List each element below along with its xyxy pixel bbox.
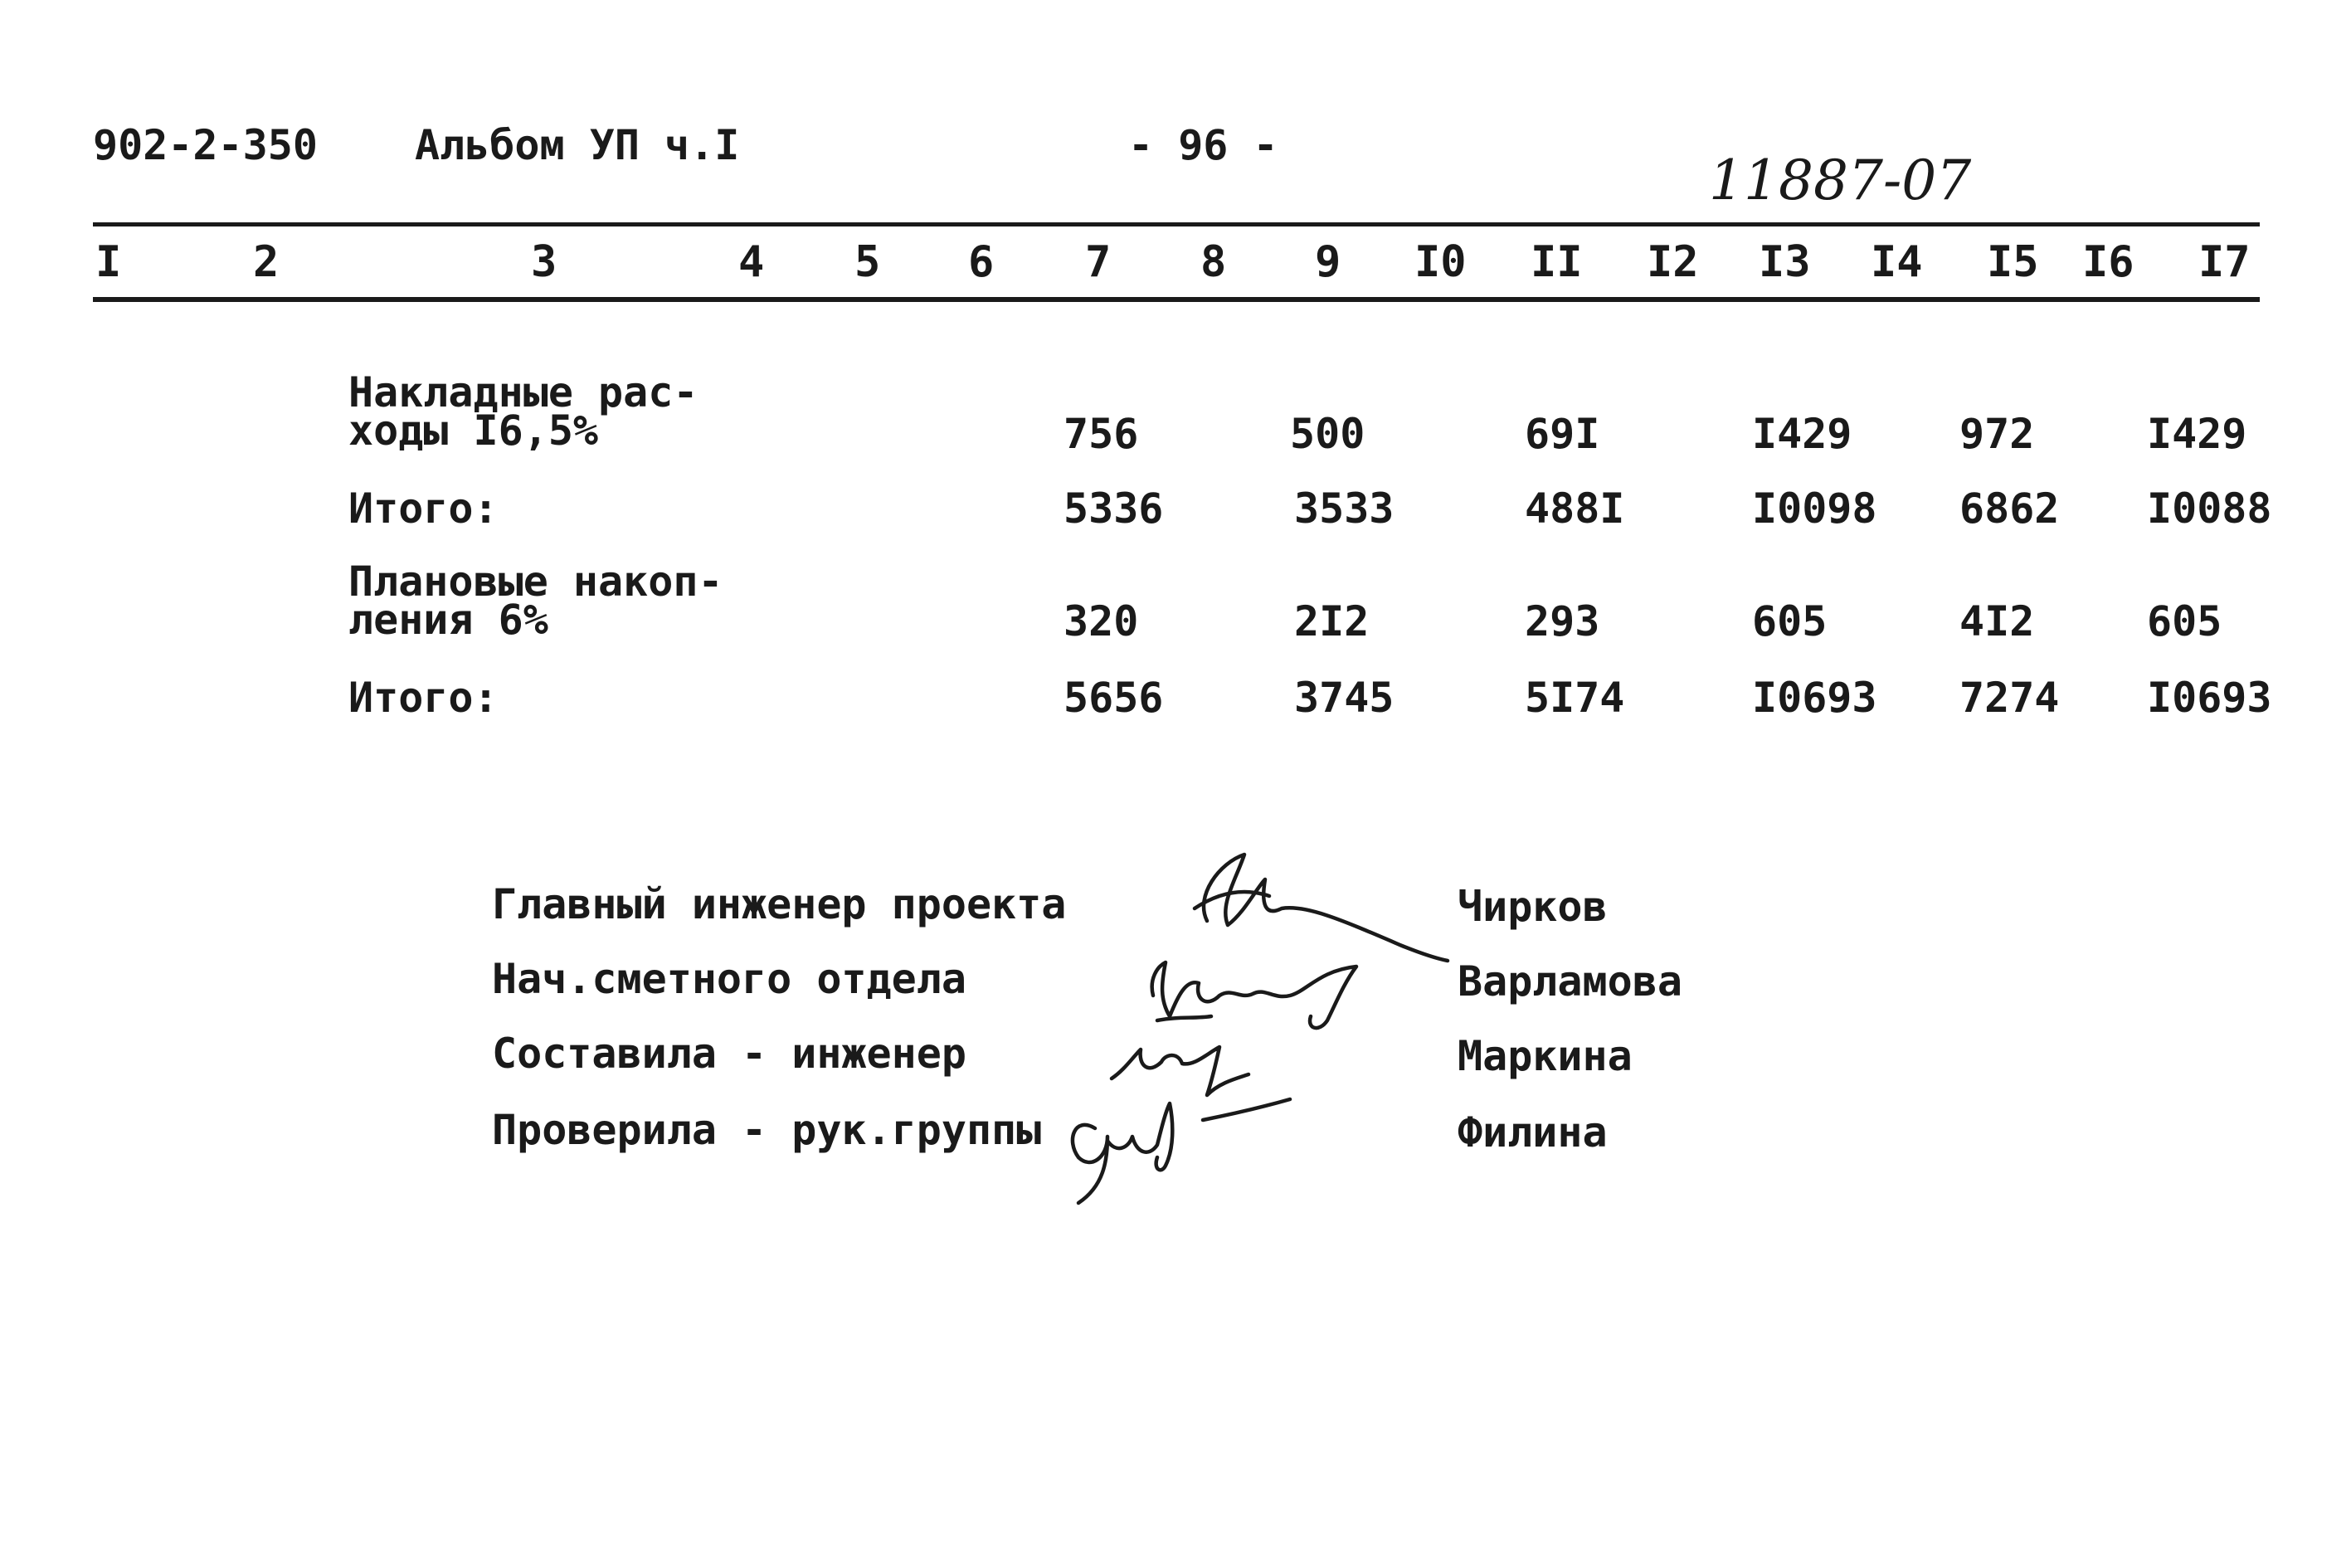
column-header: I3 (1759, 237, 1811, 287)
cell-col7: 5656 (1064, 674, 1164, 722)
column-header: I2 (1647, 237, 1699, 287)
cell-col9: 2I2 (1294, 597, 1370, 645)
album-label: Альбом УП ч.I (415, 121, 740, 169)
signature-stroke (1157, 1016, 1211, 1020)
signature-stroke (1112, 1047, 1249, 1095)
signer-role: Составила - инженер (492, 1030, 966, 1078)
column-header: 5 (854, 237, 881, 287)
signature-stroke (1073, 1103, 1172, 1203)
page-number: - 96 - (1128, 121, 1278, 169)
row-label-line: Накладные рас- (348, 368, 698, 416)
column-header: I6 (2082, 237, 2134, 287)
signer-name: Маркина (1458, 1032, 1633, 1080)
row-label-line: ходы I6,5% (348, 407, 599, 455)
column-header: 3 (531, 237, 557, 287)
cell-col13: I429 (1752, 410, 1852, 458)
inventory-number: 11887-07 (1709, 149, 1972, 212)
cell-col9: 3533 (1294, 485, 1395, 533)
cell-col15: 6862 (1959, 485, 2060, 533)
signer-name: Филина (1458, 1108, 1608, 1157)
column-header: 9 (1315, 237, 1341, 287)
cell-col11: 5I74 (1525, 674, 1625, 722)
cell-col15: 4I2 (1959, 597, 2035, 645)
column-header: 8 (1200, 237, 1227, 287)
row-label-line: Плановые накоп- (348, 558, 723, 606)
row-label-line: Итого: (348, 674, 499, 722)
column-header: II (1531, 237, 1583, 287)
cell-col15: 972 (1959, 410, 2035, 458)
cell-col7: 756 (1064, 410, 1139, 458)
column-header: I5 (1987, 237, 2039, 287)
row-label-line: ления 6% (348, 596, 548, 644)
column-header: I0 (1414, 237, 1467, 287)
cell-col11: 488I (1525, 485, 1625, 533)
cell-col13: I0098 (1752, 485, 1877, 533)
column-header: 7 (1085, 237, 1112, 287)
row-label-line: Итого: (348, 485, 499, 533)
cell-col11: 293 (1525, 597, 1600, 645)
signature-stroke (1203, 1099, 1290, 1120)
cell-col13: I0693 (1752, 674, 1877, 722)
signer-role: Проверила - рук.группы (492, 1106, 1042, 1154)
column-header: 4 (738, 237, 765, 287)
column-header: 6 (968, 237, 995, 287)
signer-role: Главный инженер проекта (492, 880, 1067, 928)
cell-col11: 69I (1525, 410, 1600, 458)
column-header: 2 (253, 237, 280, 287)
cell-col15: 7274 (1959, 674, 2060, 722)
cell-col17: I0088 (2147, 485, 2272, 533)
signature-stroke (1204, 855, 1448, 961)
cell-col13: 605 (1752, 597, 1828, 645)
document-number: 902-2-350 (93, 121, 318, 169)
signer-name: Варламова (1458, 957, 1682, 1006)
cell-col7: 320 (1064, 597, 1139, 645)
cell-col7: 5336 (1064, 485, 1164, 533)
signer-name: Чирков (1458, 883, 1608, 931)
signer-role: Нач.сметного отдела (492, 955, 966, 1003)
cell-col9: 500 (1290, 410, 1365, 458)
cell-col17: 605 (2147, 597, 2222, 645)
column-header: I7 (2198, 237, 2251, 287)
column-header: I4 (1871, 237, 1923, 287)
column-header: I (95, 237, 122, 287)
cell-col17: I0693 (2147, 674, 2272, 722)
cell-col17: I429 (2147, 410, 2247, 458)
cell-col9: 3745 (1294, 674, 1395, 722)
